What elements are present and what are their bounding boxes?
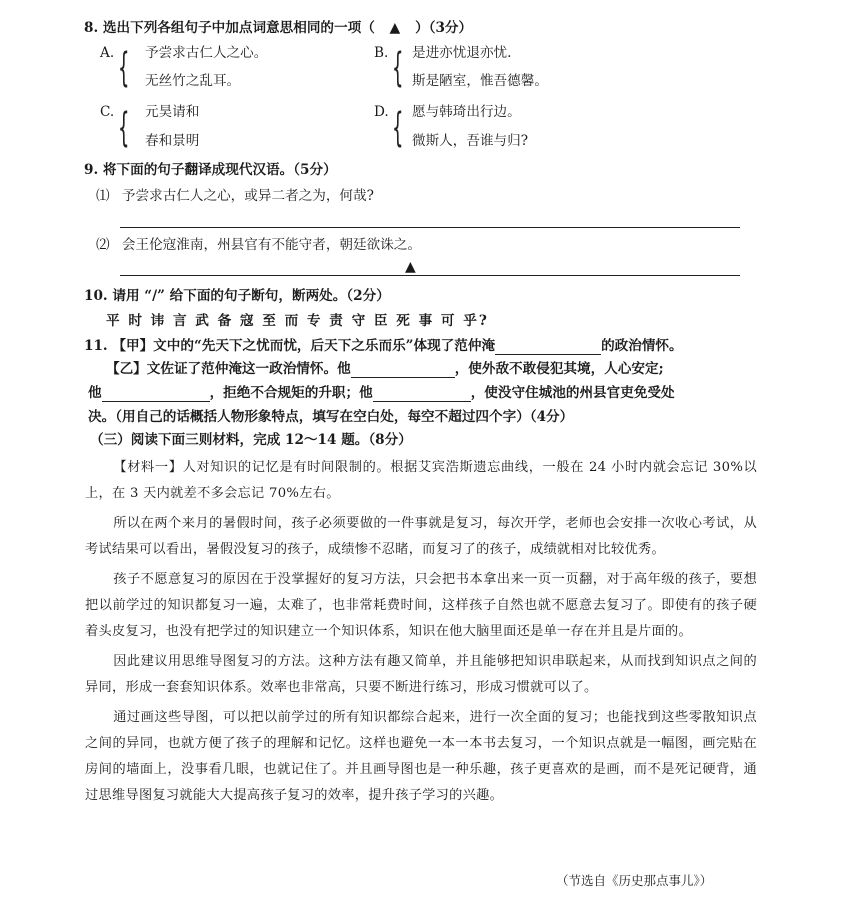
text: ，使外敌不敢侵犯其境，人心安定; <box>454 361 664 377</box>
option-line: 予尝求古仁人之心。 <box>145 45 268 61</box>
answer-line <box>120 275 740 276</box>
brace-icon: { <box>118 105 130 151</box>
q8-stem-tail: ）（3分） <box>415 20 473 36</box>
brace-icon: { <box>392 45 404 91</box>
q9-sentence-2 <box>96 236 421 254</box>
q10-sentence: 平 时 讳 言 武 备 寇 至 而 专 责 守 臣 死 事 可 乎? <box>106 313 489 329</box>
passage-paragraph: 孩子不愿意复习的原因在于没掌握好的复习方法，只会把书本拿出来一页一页翻，对于高年级的孩子，要想把以前学过的知识都复习一遍，太难了，也非常耗费时间，这样孩子自然也就不愿意去复习了。即使有的孩子硬着头皮复习，也没有把学过的知识建立一个知识体系，知识在他大脑里面还是单一存在并且是片面的。 <box>85 572 757 639</box>
text: ，拒绝不合规矩的升职；他 <box>209 385 373 401</box>
option-label: C. <box>100 104 115 120</box>
brace-icon: { <box>118 45 130 91</box>
q9-sentence-1 <box>96 187 374 205</box>
option-label: D. <box>374 104 389 120</box>
answer-triangle-icon: ▲ <box>389 20 401 36</box>
fill-blank[interactable] <box>495 340 601 355</box>
text: 的政治情怀。 <box>601 338 683 354</box>
fill-blank[interactable] <box>351 363 455 378</box>
section-heading: （三）阅读下面三则材料，完成 12～14 题。（8分） <box>90 432 412 448</box>
passage-source: （节选自《历史那点事儿》） <box>556 873 713 888</box>
sentence-text: 会王伦寇淮南，州县官有不能守者，朝廷欲诛之。 <box>121 237 421 253</box>
q11-line-2 <box>106 360 664 378</box>
option-line: 春和景明 <box>145 133 200 149</box>
option-line: 元昊请和 <box>145 104 200 120</box>
q9-stem: 9. 将下面的句子翻译成现代汉语。（5分） <box>84 162 337 178</box>
fill-blank[interactable] <box>102 387 210 402</box>
option-line: 愿与韩琦出行边。 <box>412 104 521 120</box>
q10-stem: 10. 请用 “/” 给下面的句子断句，断两处。（2分） <box>84 288 390 304</box>
option-label: A. <box>100 45 115 61</box>
option-line: 斯是陋室，惟吾德馨。 <box>412 73 548 89</box>
text: 【乙】文佐证了范仲淹这一政治情怀。他 <box>106 361 351 377</box>
q8-stem-text: 8. 选出下列各组句子中加点词意思相同的一项（ <box>84 20 375 36</box>
answer-triangle-icon: ▲ <box>405 259 416 275</box>
option-line: 微斯人，吾谁与归? <box>412 133 529 149</box>
q11-line-4: 决。（用自己的话概括人物形象特点，填写在空白处，每空不超过四个字）（4分） <box>88 409 574 425</box>
text: 他 <box>88 385 102 401</box>
q11-line-3 <box>88 384 675 402</box>
answer-line <box>120 227 740 228</box>
item-number: ⑵ <box>96 237 110 253</box>
text: 11. 【甲】文中的“先天下之忧而忧，后天下之乐而乐”体现了范仲淹 <box>84 338 496 354</box>
q11-line-1 <box>84 337 683 355</box>
item-number: ⑴ <box>96 188 110 204</box>
passage-paragraph: 所以在两个来月的暑假时间，孩子必须要做的一件事就是复习，每次开学，老师也会安排一次收心考试，从考试结果可以看出，暑假没复习的孩子，成绩惨不忍睹，而复习了的孩子，成绩就相对比较优秀。 <box>85 516 757 557</box>
option-label: B. <box>374 45 389 61</box>
brace-icon: { <box>392 105 404 151</box>
passage-paragraph: 【材料一】人对知识的记忆是有时间限制的。根据艾宾浩斯遗忘曲线，一般在 24 小时内就会忘记 30%以上，在 3 天内就差不多会忘记 70%左右。 <box>85 460 757 501</box>
passage-paragraph: 通过画这些导图，可以把以前学过的所有知识都综合起来，进行一次全面的复习；也能找到这些零散知识点之间的异同，也就方便了孩子的理解和记忆。这样也避免一本一本书去复习，一个知识点就是一幅图，画完贴在房间的墙面上，没事看几眼，也就记住了。并且画导图也是一种乐趣，孩子更喜欢的是画，而不是死记硬背，通过思维导图复习就能大大提高孩子复习的效率，提升孩子学习的兴趣。 <box>85 710 757 803</box>
option-line: 无丝竹之乱耳。 <box>145 73 241 89</box>
option-line: 是进亦忧退亦忧. <box>412 45 512 61</box>
q8-stem <box>84 19 472 37</box>
fill-blank[interactable] <box>373 387 471 402</box>
sentence-text: 予尝求古仁人之心，或异二者之为，何哉? <box>121 188 374 204</box>
reading-passage <box>85 455 757 809</box>
passage-paragraph: 因此建议用思维导图复习的方法。这种方法有趣又简单，并且能够把知识串联起来，从而找到知识点之间的异同，形成一套套知识体系。效率也非常高，只要不断进行练习，形成习惯就可以了。 <box>85 654 757 695</box>
text: ，使没守住城池的州县官吏免受处 <box>470 385 675 401</box>
